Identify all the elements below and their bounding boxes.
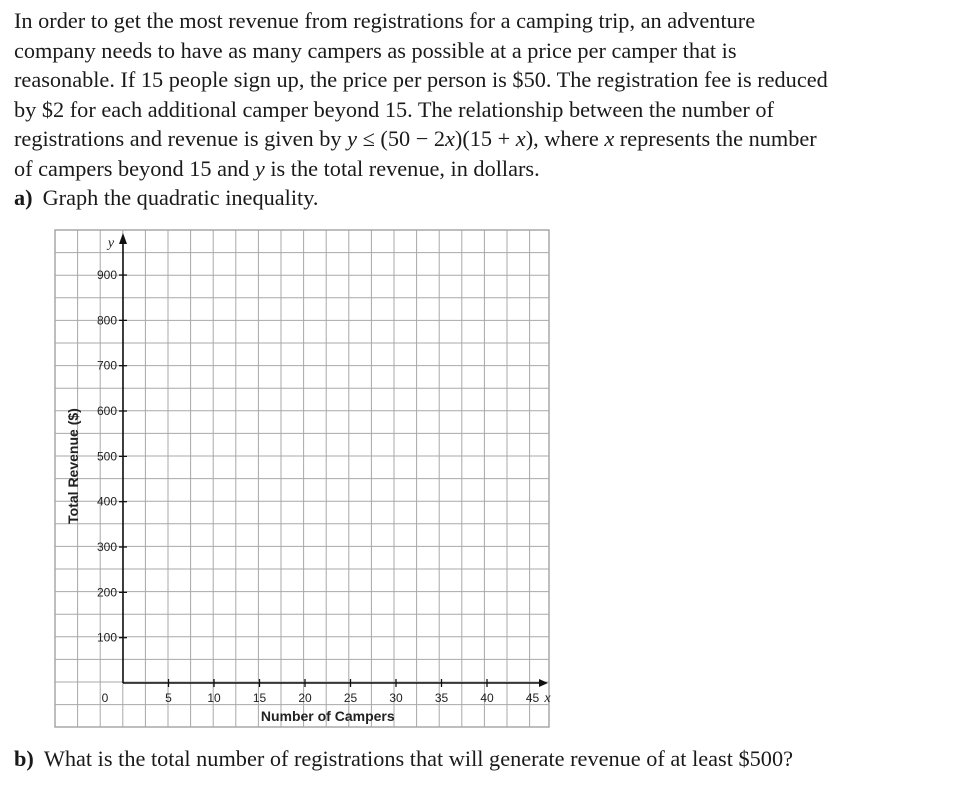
origin-label: 0 (101, 691, 109, 705)
var-x: x (515, 126, 526, 152)
problem-line-6-start: of campers beyond 15 and (14, 155, 255, 181)
x-variable-label: x (544, 691, 551, 706)
x-tick-label: 25 (343, 691, 358, 705)
y-axis-title: Total Revenue ($) (65, 408, 81, 524)
x-tick-label: 35 (434, 691, 449, 705)
x-tick-label: 30 (389, 691, 403, 705)
x-axis-title: Number of Campers (260, 708, 395, 724)
y-tick-label: 700 (96, 358, 117, 373)
x-tick-label: 10 (207, 691, 221, 705)
formula-part-1: ≤ (50 − 2 (357, 126, 446, 152)
formula-part-2: )(15 + (454, 126, 516, 152)
x-tick-label: 40 (480, 691, 494, 705)
y-tick-label: 400 (96, 494, 117, 509)
y-tick-label: 800 (96, 313, 117, 328)
formula-part-3: ), where (525, 126, 605, 152)
var-y: y (254, 155, 265, 181)
problem-line-4: by $2 for each additional camper beyond 15. The relationship between the number of (14, 96, 774, 122)
y-variable-label: y (107, 236, 115, 251)
y-tick-label: 900 (96, 268, 117, 283)
problem-line-5-start: registrations and revenue is given by (14, 126, 348, 152)
var-x: x (604, 126, 615, 152)
x-tick-label: 45 (525, 691, 540, 705)
problem-line-2: company needs to have as many campers as possible at a price per camper that is (14, 37, 737, 63)
problem-line-1: In order to get the most revenue from registrations for a camping trip, an adventure (14, 8, 756, 33)
x-axis-arrow (539, 679, 548, 687)
y-tick-label: 600 (96, 404, 117, 419)
x-tick-label: 20 (298, 691, 312, 705)
var-x: x (445, 126, 455, 152)
y-tick-label: 200 (96, 585, 117, 600)
problem-line-6-end: is the total revenue, in dollars. (264, 155, 540, 181)
y-tick-label: 100 (96, 630, 117, 645)
y-tick-label: 300 (96, 540, 117, 555)
problem-line-3: reasonable. If 15 people sign up, the price per person is $50. The registration fee is reduced (14, 67, 828, 93)
x-tick-label: 5 (165, 691, 172, 705)
y-tick-label: 500 (96, 449, 117, 464)
y-axis-arrow (119, 233, 127, 244)
question-part-b (14, 746, 793, 772)
problem-line-5-end: represents the number (614, 126, 817, 152)
part-a-label: a) (14, 185, 33, 210)
x-tick-label: 15 (252, 691, 267, 705)
tick-labels (97, 268, 540, 705)
axes (119, 233, 548, 687)
axis-titles (65, 236, 551, 724)
var-y: y (347, 126, 358, 152)
grid-lines (55, 230, 549, 727)
part-b-label: b) (14, 746, 34, 771)
part-b-text: What is the total number of registrations that will generate revenue of at least $500? (43, 746, 793, 771)
tick-marks (119, 275, 487, 687)
part-a-text: Graph the quadratic inequality. (42, 185, 319, 210)
